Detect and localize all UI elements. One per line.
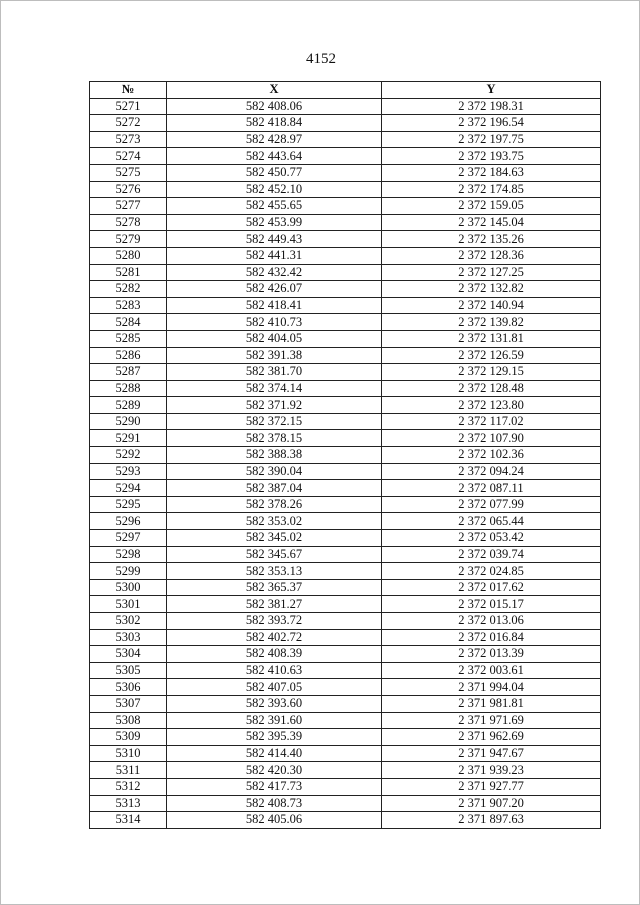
cell-number: 5288: [90, 380, 167, 397]
table-row: [90, 579, 601, 596]
cell-number: 5314: [90, 812, 167, 829]
cell-number: 5289: [90, 397, 167, 414]
cell-y: 2 372 198.31: [382, 98, 601, 115]
table-row: [90, 695, 601, 712]
cell-x: 582 404.05: [167, 330, 382, 347]
cell-number: 5300: [90, 579, 167, 596]
table-row: [90, 297, 601, 314]
cell-x: 582 420.30: [167, 762, 382, 779]
cell-y: 2 372 128.48: [382, 380, 601, 397]
cell-y: 2 372 174.85: [382, 181, 601, 198]
cell-y: 2 372 145.04: [382, 214, 601, 231]
cell-number: 5275: [90, 164, 167, 181]
cell-x: 582 443.64: [167, 148, 382, 165]
cell-y: 2 372 140.94: [382, 297, 601, 314]
cell-y: 2 372 193.75: [382, 148, 601, 165]
cell-y: 2 371 981.81: [382, 695, 601, 712]
cell-x: 582 391.38: [167, 347, 382, 364]
table-row: [90, 430, 601, 447]
table-row: [90, 447, 601, 464]
cell-x: 582 374.14: [167, 380, 382, 397]
table-row: [90, 347, 601, 364]
cell-number: 5302: [90, 613, 167, 630]
cell-number: 5274: [90, 148, 167, 165]
table-row: [90, 596, 601, 613]
cell-number: 5307: [90, 695, 167, 712]
cell-number: 5284: [90, 314, 167, 331]
cell-number: 5297: [90, 530, 167, 547]
cell-y: 2 372 016.84: [382, 629, 601, 646]
cell-x: 582 426.07: [167, 281, 382, 298]
cell-y: 2 372 102.36: [382, 447, 601, 464]
table-row: [90, 330, 601, 347]
cell-x: 582 390.04: [167, 463, 382, 480]
cell-number: 5280: [90, 247, 167, 264]
cell-y: 2 371 962.69: [382, 729, 601, 746]
cell-number: 5290: [90, 413, 167, 430]
cell-x: 582 345.67: [167, 546, 382, 563]
cell-y: 2 371 907.20: [382, 795, 601, 812]
cell-number: 5285: [90, 330, 167, 347]
cell-number: 5311: [90, 762, 167, 779]
cell-y: 2 372 053.42: [382, 530, 601, 547]
table-row: [90, 413, 601, 430]
cell-x: 582 345.02: [167, 530, 382, 547]
cell-number: 5278: [90, 214, 167, 231]
cell-number: 5303: [90, 629, 167, 646]
table-row: [90, 181, 601, 198]
cell-number: 5296: [90, 513, 167, 530]
table-row: [90, 778, 601, 795]
cell-y: 2 372 015.17: [382, 596, 601, 613]
table-row: [90, 281, 601, 298]
table-row: [90, 762, 601, 779]
cell-number: 5293: [90, 463, 167, 480]
table-row: [90, 264, 601, 281]
cell-number: 5273: [90, 131, 167, 148]
coordinates-table: [89, 81, 601, 829]
table-row: [90, 231, 601, 248]
table-row: [90, 613, 601, 630]
cell-number: 5312: [90, 778, 167, 795]
cell-x: 582 381.27: [167, 596, 382, 613]
table-body: [90, 98, 601, 828]
page-number: 4152: [306, 51, 336, 67]
cell-y: 2 372 017.62: [382, 579, 601, 596]
cell-number: 5282: [90, 281, 167, 298]
cell-number: 5281: [90, 264, 167, 281]
cell-number: 5304: [90, 646, 167, 663]
cell-y: 2 372 107.90: [382, 430, 601, 447]
cell-y: 2 372 077.99: [382, 496, 601, 513]
cell-y: 2 371 971.69: [382, 712, 601, 729]
cell-number: 5310: [90, 745, 167, 762]
table-row: [90, 198, 601, 215]
table-row: [90, 98, 601, 115]
cell-y: 2 372 127.25: [382, 264, 601, 281]
table-header-row: [90, 82, 601, 99]
cell-y: 2 372 123.80: [382, 397, 601, 414]
cell-x: 582 441.31: [167, 247, 382, 264]
cell-y: 2 371 994.04: [382, 679, 601, 696]
cell-y: 2 371 939.23: [382, 762, 601, 779]
table-row: [90, 314, 601, 331]
table-row: [90, 463, 601, 480]
cell-x: 582 450.77: [167, 164, 382, 181]
cell-x: 582 381.70: [167, 364, 382, 381]
cell-y: 2 372 013.06: [382, 613, 601, 630]
table-row: [90, 480, 601, 497]
cell-number: 5294: [90, 480, 167, 497]
cell-y: 2 372 065.44: [382, 513, 601, 530]
cell-y: 2 372 196.54: [382, 115, 601, 132]
cell-y: 2 372 094.24: [382, 463, 601, 480]
cell-x: 582 365.37: [167, 579, 382, 596]
table-row: [90, 115, 601, 132]
cell-y: 2 372 024.85: [382, 563, 601, 580]
cell-x: 582 407.05: [167, 679, 382, 696]
table-row: [90, 164, 601, 181]
cell-x: 582 402.72: [167, 629, 382, 646]
cell-y: 2 372 126.59: [382, 347, 601, 364]
cell-x: 582 432.42: [167, 264, 382, 281]
cell-x: 582 405.06: [167, 812, 382, 829]
cell-y: 2 372 135.26: [382, 231, 601, 248]
cell-x: 582 408.06: [167, 98, 382, 115]
cell-x: 582 408.73: [167, 795, 382, 812]
table-row: [90, 247, 601, 264]
cell-x: 582 353.13: [167, 563, 382, 580]
cell-number: 5283: [90, 297, 167, 314]
table-row: [90, 530, 601, 547]
table-row: [90, 397, 601, 414]
cell-number: 5299: [90, 563, 167, 580]
table-row: [90, 496, 601, 513]
cell-x: 582 371.92: [167, 397, 382, 414]
cell-number: 5313: [90, 795, 167, 812]
cell-x: 582 395.39: [167, 729, 382, 746]
cell-y: 2 372 139.82: [382, 314, 601, 331]
table-row: [90, 148, 601, 165]
table-row: [90, 563, 601, 580]
table-row: [90, 712, 601, 729]
cell-y: 2 372 184.63: [382, 164, 601, 181]
cell-x: 582 393.72: [167, 613, 382, 630]
table-row: [90, 679, 601, 696]
cell-x: 582 410.73: [167, 314, 382, 331]
cell-x: 582 393.60: [167, 695, 382, 712]
table-row: [90, 364, 601, 381]
cell-y: 2 372 039.74: [382, 546, 601, 563]
cell-number: 5271: [90, 98, 167, 115]
header-y: Y: [382, 82, 601, 99]
cell-x: 582 418.84: [167, 115, 382, 132]
cell-number: 5276: [90, 181, 167, 198]
cell-number: 5277: [90, 198, 167, 215]
cell-x: 582 372.15: [167, 413, 382, 430]
cell-number: 5308: [90, 712, 167, 729]
cell-number: 5305: [90, 662, 167, 679]
table-row: [90, 546, 601, 563]
table-row: [90, 795, 601, 812]
cell-y: 2 372 131.81: [382, 330, 601, 347]
cell-y: 2 372 197.75: [382, 131, 601, 148]
table-row: [90, 629, 601, 646]
table-row: [90, 745, 601, 762]
cell-x: 582 449.43: [167, 231, 382, 248]
cell-y: 2 372 128.36: [382, 247, 601, 264]
header-x: X: [167, 82, 382, 99]
cell-x: 582 408.39: [167, 646, 382, 663]
cell-x: 582 391.60: [167, 712, 382, 729]
table-row: [90, 646, 601, 663]
cell-number: 5295: [90, 496, 167, 513]
table-row: [90, 812, 601, 829]
cell-number: 5272: [90, 115, 167, 132]
table-row: [90, 662, 601, 679]
cell-x: 582 418.41: [167, 297, 382, 314]
cell-x: 582 453.99: [167, 214, 382, 231]
cell-y: 2 372 003.61: [382, 662, 601, 679]
table-row: [90, 729, 601, 746]
cell-number: 5309: [90, 729, 167, 746]
cell-y: 2 372 013.39: [382, 646, 601, 663]
table-row: [90, 513, 601, 530]
cell-x: 582 387.04: [167, 480, 382, 497]
cell-x: 582 455.65: [167, 198, 382, 215]
cell-x: 582 417.73: [167, 778, 382, 795]
cell-number: 5298: [90, 546, 167, 563]
cell-x: 582 378.26: [167, 496, 382, 513]
cell-number: 5292: [90, 447, 167, 464]
cell-y: 2 372 132.82: [382, 281, 601, 298]
cell-x: 582 378.15: [167, 430, 382, 447]
cell-y: 2 372 159.05: [382, 198, 601, 215]
cell-y: 2 371 897.63: [382, 812, 601, 829]
cell-x: 582 414.40: [167, 745, 382, 762]
cell-x: 582 428.97: [167, 131, 382, 148]
cell-number: 5287: [90, 364, 167, 381]
cell-y: 2 372 117.02: [382, 413, 601, 430]
cell-x: 582 388.38: [167, 447, 382, 464]
cell-number: 5306: [90, 679, 167, 696]
cell-number: 5301: [90, 596, 167, 613]
cell-y: 2 371 947.67: [382, 745, 601, 762]
table-row: [90, 380, 601, 397]
cell-x: 582 452.10: [167, 181, 382, 198]
cell-number: 5286: [90, 347, 167, 364]
cell-number: 5291: [90, 430, 167, 447]
cell-x: 582 353.02: [167, 513, 382, 530]
cell-number: 5279: [90, 231, 167, 248]
cell-y: 2 371 927.77: [382, 778, 601, 795]
cell-y: 2 372 087.11: [382, 480, 601, 497]
header-number: №: [90, 82, 167, 99]
cell-y: 2 372 129.15: [382, 364, 601, 381]
table-row: [90, 214, 601, 231]
table-row: [90, 131, 601, 148]
cell-x: 582 410.63: [167, 662, 382, 679]
